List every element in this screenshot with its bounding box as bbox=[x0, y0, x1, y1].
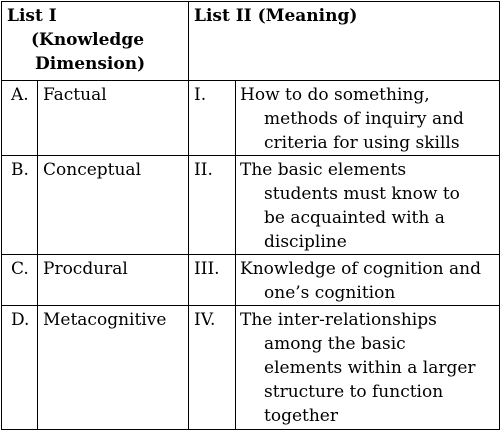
row-numeral: IV. bbox=[189, 306, 236, 430]
meaning-line: students must know to bbox=[264, 184, 460, 204]
list1-subtitle-line1: (Knowledge bbox=[31, 30, 145, 50]
meaning-line: methods of inquiry and bbox=[264, 109, 464, 129]
list1-header bbox=[2, 2, 189, 81]
meaning-line: The inter-relationships bbox=[240, 310, 437, 330]
row-letter: C. bbox=[2, 255, 38, 306]
meaning-line: among the basic bbox=[264, 334, 406, 354]
row-meaning bbox=[236, 156, 500, 255]
meaning-line: criteria for using skills bbox=[264, 133, 460, 153]
table-row bbox=[2, 255, 500, 306]
meaning-line: discipline bbox=[264, 232, 347, 252]
matching-table bbox=[1, 1, 500, 430]
row-meaning bbox=[236, 81, 500, 156]
meaning-line: one’s cognition bbox=[264, 283, 396, 303]
list2-title: List II (Meaning) bbox=[194, 6, 358, 26]
list1-subtitle-line2: Dimension) bbox=[35, 54, 146, 74]
table-row bbox=[2, 156, 500, 255]
row-meaning bbox=[236, 306, 500, 430]
meaning-line: How to do something, bbox=[240, 85, 430, 105]
row-numeral: II. bbox=[189, 156, 236, 255]
table-row bbox=[2, 81, 500, 156]
meaning-line: elements within a larger bbox=[264, 358, 476, 378]
meaning-line: together bbox=[264, 406, 338, 426]
row-term: Metacognitive bbox=[38, 306, 189, 430]
meaning-line: The basic elements bbox=[240, 160, 407, 180]
row-letter: B. bbox=[2, 156, 38, 255]
row-meaning bbox=[236, 255, 500, 306]
row-letter: A. bbox=[2, 81, 38, 156]
list1-title: List I bbox=[7, 6, 57, 26]
table-row bbox=[2, 306, 500, 430]
list2-header bbox=[189, 2, 500, 81]
row-numeral: III. bbox=[189, 255, 236, 306]
row-term: Procdural bbox=[38, 255, 189, 306]
row-letter: D. bbox=[2, 306, 38, 430]
meaning-line: be acquainted with a bbox=[264, 208, 445, 228]
meaning-line: Knowledge of cognition and bbox=[240, 259, 481, 279]
row-term: Factual bbox=[38, 81, 189, 156]
header-row bbox=[2, 2, 500, 81]
row-numeral: I. bbox=[189, 81, 236, 156]
meaning-line: structure to function bbox=[264, 382, 444, 402]
row-term: Conceptual bbox=[38, 156, 189, 255]
